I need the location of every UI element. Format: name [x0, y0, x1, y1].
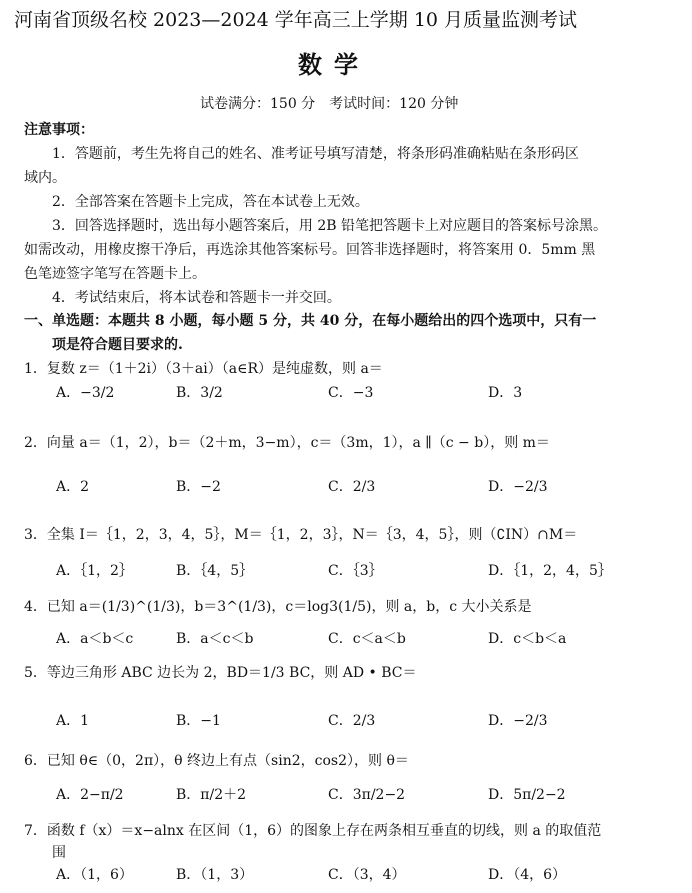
note-2: 2．全部答案在答题卡上完成，答在本试卷上无效。 [52, 194, 369, 210]
q3-option-c: C．｛3｝ [328, 563, 383, 579]
q6-option-c: C．3π/2−2 [328, 787, 406, 803]
section-heading-1: 一、单选题：本题共 8 小题，每小题 5 分，共 40 分，在每小题给出的四个选项中，只有一 [24, 313, 597, 329]
note-3b: 如需改动，用橡皮擦干净后，再选涂其他答案标号。回答非选择题时，将答案用 0．5mm 黑 [24, 242, 596, 258]
q5-option-b: B．−1 [176, 713, 221, 729]
q5-option-a: A．1 [56, 713, 90, 729]
q5-option-c: C．2/3 [328, 713, 376, 729]
q3-option-b: B．｛4，5｝ [176, 563, 254, 579]
note-1b: 域内。 [24, 170, 66, 186]
q7-option-c: C．（3，4） [328, 867, 406, 883]
q1-stem: 1．复数 z＝（1＋2i）（3＋ai）（a∈R）是纯虚数，则 a＝ [24, 361, 383, 377]
q6-option-d: D．5π/2−2 [488, 787, 566, 803]
note-3a: 3．回答选择题时，选出每小题答案后，用 2B 铅笔把答题卡上对应题目的答案标号涂黑。 [52, 218, 608, 234]
q4-option-c: C．c＜a＜b [328, 631, 406, 647]
exam-meta: 试卷满分：150 分 考试时间：120 分钟 [200, 96, 459, 112]
q4-stem: 4．已知 a＝(1/3)^(1/3)，b＝3^(1/3)，c＝log3(1/5)，则 a，b，c 大小关系是 [24, 599, 532, 615]
q3-stem: 3．全集 I＝｛1，2，3，4，5｝，M＝｛1，2，3｝，N＝｛3，4，5｝，则（∁IN）∩M＝ [24, 527, 578, 543]
q3-option-d: D．｛1，2，4，5｝ [488, 563, 612, 579]
q5-stem: 5．等边三角形 ABC 边长为 2，BD＝1/3 BC，则 AD • BC＝ [24, 665, 417, 681]
q7-option-a: A．（1，6） [56, 867, 133, 883]
q6-option-b: B．π/2＋2 [176, 787, 247, 803]
q4-option-a: A．a＜b＜c [56, 631, 134, 647]
q7-option-b: B．（1，3） [176, 867, 254, 883]
subject-title: 数学 [298, 50, 370, 79]
q2-stem: 2．向量 a＝（1，2），b＝（2＋m，3−m），c＝（3m，1），a ∥（c − b），则 m＝ [24, 435, 550, 451]
q7-stem-line2: 围 [52, 845, 66, 861]
note-3c: 色笔迹签字笔写在答题卡上。 [24, 266, 206, 282]
notes-heading: 注意事项： [24, 122, 94, 138]
q5-option-d: D．−2/3 [488, 713, 548, 729]
q3-option-a: A．｛1，2｝ [56, 563, 133, 579]
note-4: 4．考试结束后，将本试卷和答题卡一并交回。 [52, 290, 341, 306]
note-1a: 1．答题前，考生先将自己的姓名、准考证号填写清楚，将条形码准确粘贴在条形码区 [52, 146, 579, 162]
section-heading-2: 项是符合题目要求的. [52, 337, 183, 353]
q2-option-c: C．2/3 [328, 479, 376, 495]
q7-stem-line1: 7．函数 f（x）＝x−alnx 在区间（1，6）的图象上存在两条相互垂直的切线，则 a 的取值范 [24, 823, 602, 839]
q2-option-d: D．−2/3 [488, 479, 548, 495]
q7-option-d: D．（4，6） [488, 867, 567, 883]
exam-title: 河南省顶级名校 2023—2024 学年高三上学期 10 月质量监测考试 [14, 9, 578, 31]
q1-option-c: C．−3 [328, 385, 374, 401]
q1-option-a: A．−3/2 [56, 385, 115, 401]
q1-option-d: D．3 [488, 385, 523, 401]
q6-stem: 6．已知 θ∈（0，2π），θ 终边上有点（sin2，cos2），则 θ＝ [24, 753, 409, 769]
q4-option-b: B．a＜c＜b [176, 631, 254, 647]
q2-option-b: B．−2 [176, 479, 221, 495]
q4-option-d: D．c＜b＜a [488, 631, 567, 647]
q6-option-a: A．2−π/2 [56, 787, 124, 803]
q1-option-b: B．3/2 [176, 385, 223, 401]
q2-option-a: A．2 [56, 479, 90, 495]
